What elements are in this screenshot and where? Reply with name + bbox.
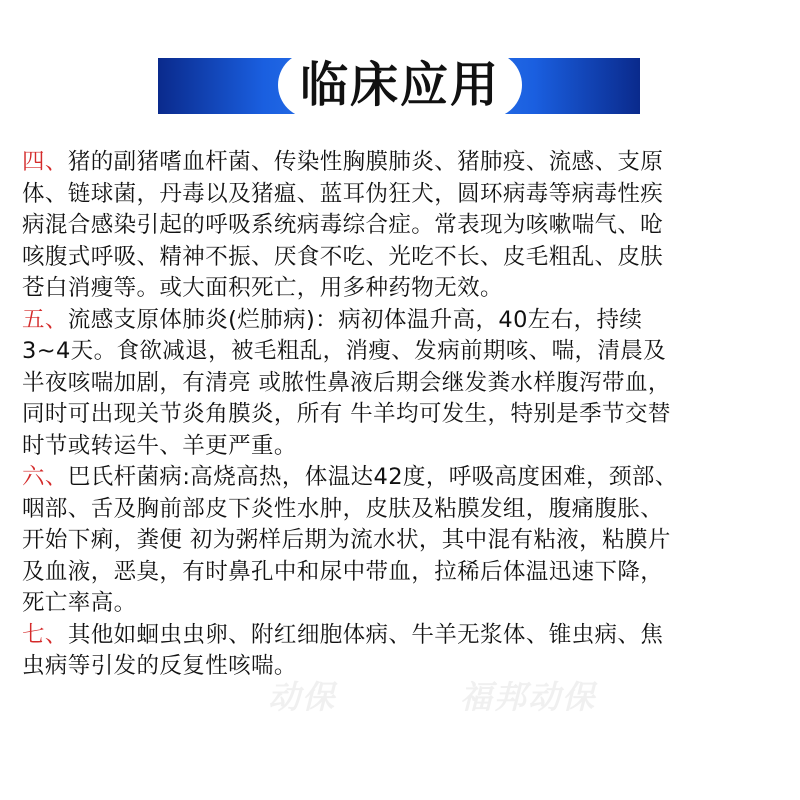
section-5-line-4: 同时可出现关节炎角膜炎，所有 牛羊均可发生，特别是季节交替 bbox=[22, 401, 671, 427]
section-4-number: 四、 bbox=[22, 149, 68, 175]
watermark-right: 福邦动保 bbox=[460, 678, 597, 716]
section-7-text-1: 其他如蛔虫虫卵、附红细胞体病、牛羊无浆体、锥虫病、焦 bbox=[67, 621, 664, 648]
section-5-text-1: 流感支原体肺炎(烂肺病)：病初体温升高，40左右，持续 bbox=[67, 306, 643, 333]
section-4-line-3: 病混合感染引起的呼吸系统病毒综合症。常表现为咳嗽喘气、呛 bbox=[22, 212, 664, 238]
section-4-line-4: 咳腹式呼吸、精神不振、厌食不吃、光吃不长、皮毛粗乱、皮肤 bbox=[22, 243, 664, 270]
title-pill bbox=[278, 52, 522, 118]
section-7-number: 七、 bbox=[22, 621, 68, 648]
section-4-line-5: 苍白消瘦等。或大面积死亡，用多种药物无效。 bbox=[22, 275, 503, 301]
section-5-line-3: 半夜咳喘加剧，有清亮 或脓性鼻液后期会继发粪水样腹泻带血， bbox=[22, 369, 671, 396]
section-6-line-2: 咽部、舌及胸前部皮下炎性水肿，皮肤及粘膜发组，腹痛腹胀、 bbox=[22, 495, 664, 522]
section-7-line-1 bbox=[22, 620, 782, 652]
clinical-content bbox=[22, 147, 782, 683]
section-6-line-4: 及血液，恶臭，有时鼻孔中和尿中带血，拉稀后体温迅速下降， bbox=[22, 558, 664, 585]
section-6-number: 六、 bbox=[22, 464, 68, 490]
page-title: 临床应用 bbox=[299, 57, 500, 113]
section-6-line-3: 开始下痢，粪便 初为粥样后期为流水状，其中混有粘液，粘膜片 bbox=[22, 527, 671, 553]
section-6-line-1 bbox=[22, 462, 782, 494]
section-7-line-2: 虫病等引发的反复性咳喘。 bbox=[22, 653, 297, 679]
section-5-line-1 bbox=[22, 305, 782, 337]
section-4-line-1 bbox=[22, 147, 782, 179]
section-6-line-5: 死亡率高。 bbox=[22, 590, 137, 616]
section-5-line-5: 时节或转运牛、羊更严重。 bbox=[22, 432, 297, 459]
section-4-text-1: 猪的副猪嗜血杆菌、传染性胸膜肺炎、猪肺疫、流感、支原 bbox=[67, 149, 664, 175]
section-5-line-2: 3~4天。食欲减退，被毛粗乱，消瘦、发病前期咳、喘，清晨及 bbox=[22, 338, 667, 364]
section-5-number: 五、 bbox=[22, 306, 68, 333]
section-4-line-2: 体、链球菌，丹毒以及猪瘟、蓝耳伪狂犬，圆环病毒等病毒性疾 bbox=[22, 180, 664, 207]
section-6-text-1: 巴氏杆菌病:高烧高热，体温达42度，呼吸高度困难，颈部、 bbox=[67, 464, 678, 490]
watermark-left: 动保 bbox=[268, 678, 337, 716]
